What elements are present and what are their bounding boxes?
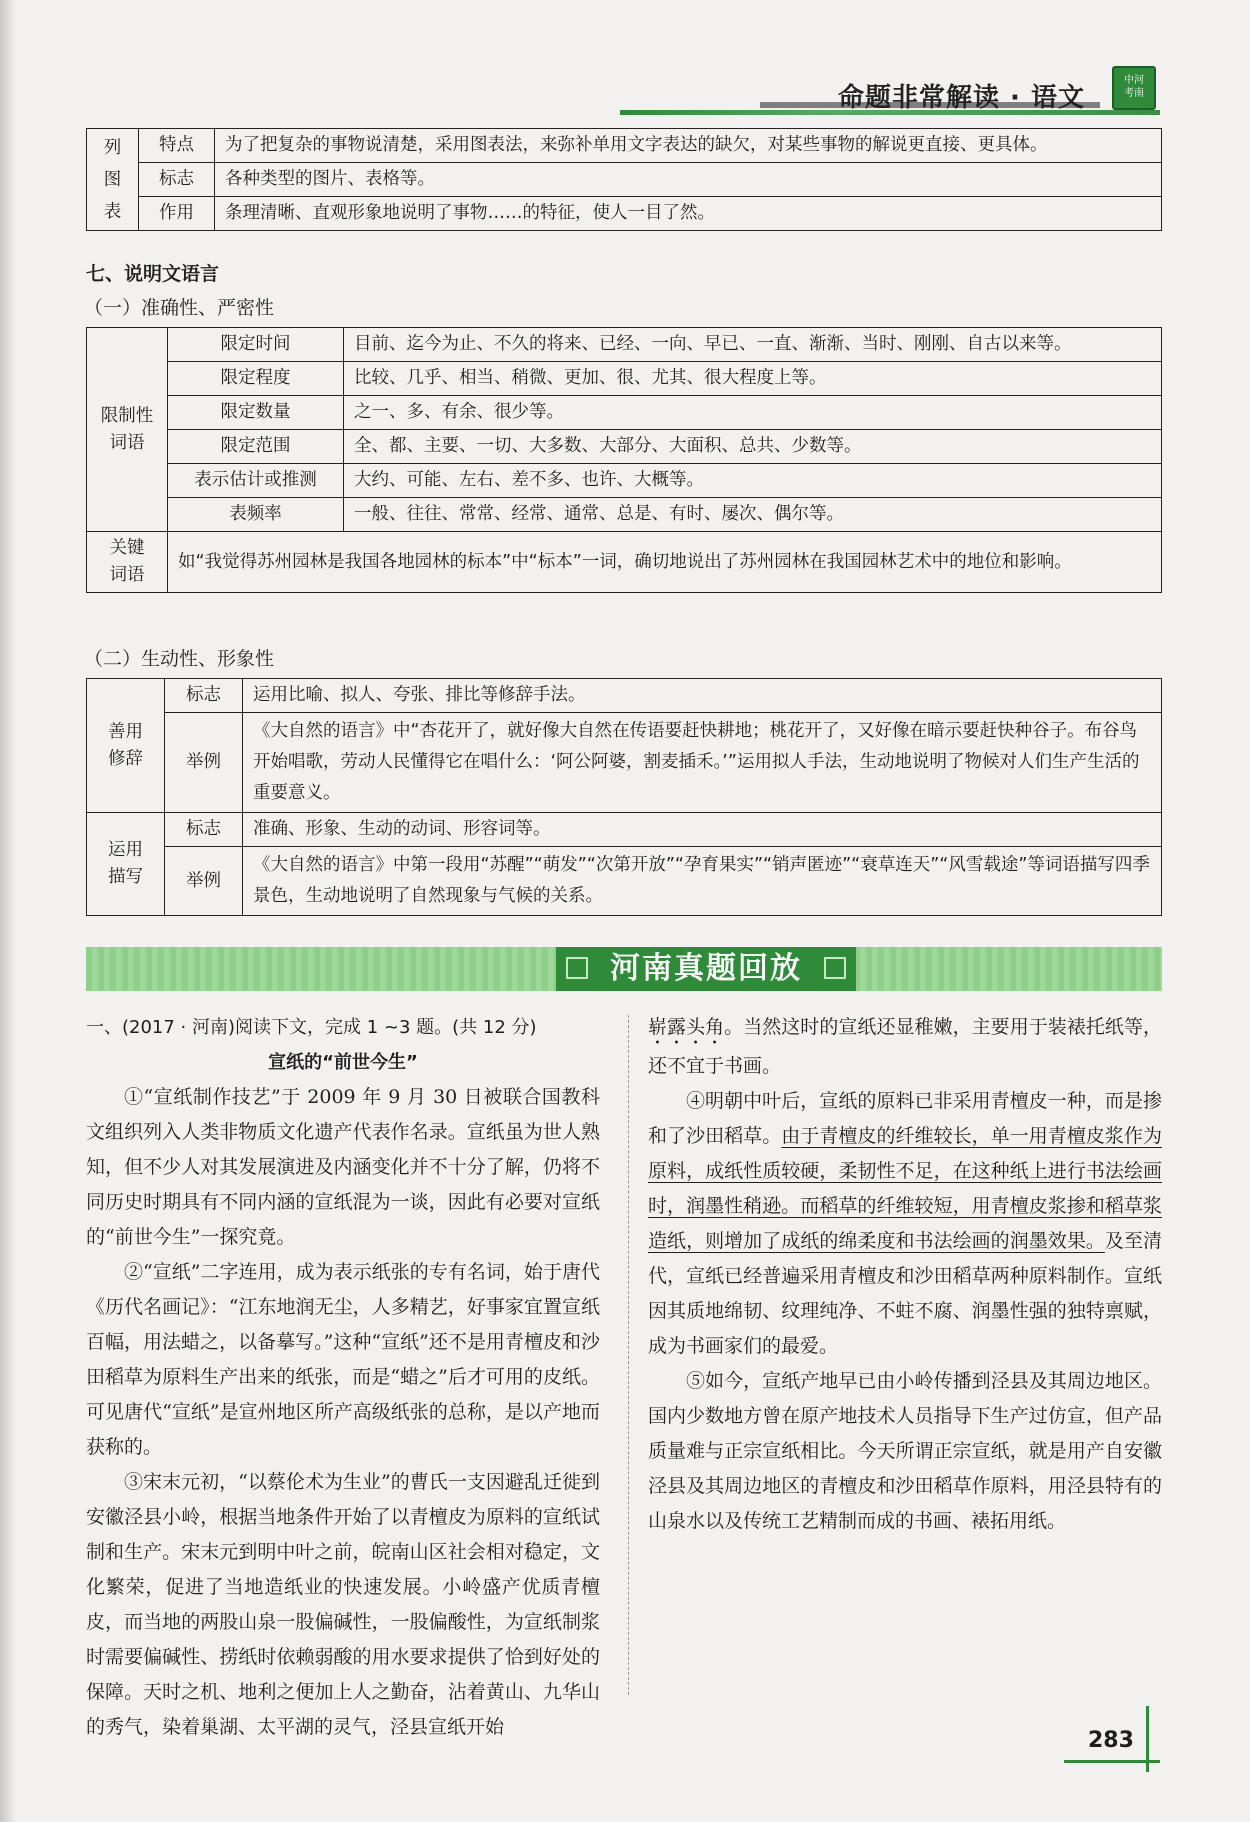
vivid-language-table: [86, 678, 1162, 916]
table1-label: 标志: [139, 163, 215, 197]
table1-value: 条理清晰、直观形象地说明了事物……的特征，使人一目了然。: [215, 197, 1162, 231]
table2-label: 表频率: [168, 498, 344, 532]
table2-value: 之一、多、有余、很少等。: [344, 396, 1162, 430]
table2-group: 限制性词语: [87, 328, 168, 532]
table2-value: 如“我觉得苏州园林是我国各地园林的标本”中“标本”一词，确切地说出了苏州园林在我国园林艺术中的地位和影响。: [168, 532, 1162, 593]
logo-line-2: 考南: [1124, 88, 1144, 99]
page-number: 283: [1088, 1728, 1134, 1753]
paragraph-3: [86, 1465, 600, 1745]
dotted-phrase: 崭露头角: [648, 1016, 725, 1038]
subsection-heading: （一）准确性、严密性: [84, 297, 275, 319]
paragraph-1: ①“宣纸制作技艺”于 2009 年 9 月 30 日被联合国教科文组织列入人类非物质文化遗产代表作名录。宣纸虽为世人熟知，但不少人对其发展演进及内涵变化并不十分了解，仍将不同历史时期具有不同内涵的宣纸混为一谈，因此有必要对宣纸的“前世今生”一探究竟。: [86, 1086, 600, 1248]
paragraph-2: ②“宣纸”二字连用，成为表示纸张的专有名词，始于唐代《历代名画记》：“江东地润无尘，人多精艺，好事家宜置宣纸百幅，用法蜡之，以备摹写。”这种“宣纸”还不是用青檀皮和沙田稻草为原料生产出来的纸张，而是“蜡之”后才可用的皮纸。可见唐代“宣纸”是宣州地区所产高级纸张的总称，是以产地而获称的。: [86, 1261, 600, 1458]
article-column-left: [86, 1010, 600, 1745]
table2-label: 表示估计或推测: [168, 464, 344, 498]
table2-label: 限定范围: [168, 430, 344, 464]
table3-value: 《大自然的语言》中第一段用“苏醒”“萌发”“次第开放”“孕育果实”“销声匿迹”“衰草连天”“风雪载途”等词语描写四季景色，生动地说明了自然现象与气候的关系。: [243, 847, 1162, 916]
chart-table: [86, 128, 1162, 231]
banner-title: 河南真题回放: [556, 947, 856, 991]
paragraph-3-end: 。当然这时的宣纸还显稚嫩，主要用于装裱托纸等，还不宜于书画。: [648, 1016, 1162, 1077]
fret-ornament-icon: [824, 957, 846, 979]
table2-group: 关键词语: [87, 532, 168, 593]
table2-value: 目前、迄今为止、不久的将来、已经、一向、早已、一直、渐渐、当时、刚刚、自古以来等。: [344, 328, 1162, 362]
table1-label: 作用: [139, 197, 215, 231]
article-title: 宣纸的“前世今生”: [268, 1052, 418, 1073]
table1-value: 各种类型的图片、表格等。: [215, 163, 1162, 197]
table2-value: 全、都、主要、一切、大多数、大部分、大面积、总共、少数等。: [344, 430, 1162, 464]
header-title: 命题非常解读 · 语文: [838, 83, 1085, 113]
table3-label: 举例: [165, 713, 243, 813]
article-column-right: [648, 1010, 1162, 1539]
subsection-heading: （二）生动性、形象性: [84, 648, 275, 670]
table2-label: 限定时间: [168, 328, 344, 362]
underlined-sentence-2: 而稻草的纤维较短，用青檀皮浆掺和稻草浆造纸，则增加了成纸的绵柔度和书法绘画的润墨效果。: [648, 1195, 1162, 1252]
paragraph-4-end: 及至清代，宣纸已经普遍采用青檀皮和沙田稻草两种原料制作。宣纸因其质地绵韧、纹理纯净、不蛀不腐、润墨性强的独特禀赋，成为书画家们的最爱。: [648, 1230, 1162, 1357]
page-number-rule: [1064, 1760, 1160, 1763]
table1-category: 列图表: [87, 129, 139, 231]
logo-line-1: 中河: [1124, 75, 1144, 86]
table3-value: 《大自然的语言》中“杏花开了，就好像大自然在传语要赶快耕地；桃花开了，又好像在暗示要赶快种谷子。布谷鸟开始唱歌，劳动人民懂得它在唱什么：‘阿公阿婆，割麦插禾。’”运用拟人手法，生动地说明了物候对人们生产生活的重要意义。: [243, 713, 1162, 813]
table2-value: 比较、几乎、相当、稍微、更加、很、尤其、很大程度上等。: [344, 362, 1162, 396]
table3-value: 运用比喻、拟人、夸张、排比等修辞手法。: [243, 679, 1162, 713]
section-heading: 七、说明文语言: [86, 263, 220, 285]
paragraph-3-text: ③宋末元初，“以蔡伦术为生业”的曹氏一支因避乱迁徙到安徽泾县小岭，根据当地条件开始了以青檀皮为原料的宣纸试制和生产。宋末元到明中叶之前，皖南山区社会相对稳定，文化繁荣，促进了当地造纸业的快速发展。小岭盛产优质青檀皮，而当地的两股山泉一股偏碱性，一股偏酸性，为宣纸制浆时需要偏碱性、捞纸时依赖弱酸的用水要求提供了恰到好处的保障。天时之机、地利之便加上人之勤奋，沾着黄山、九华山的秀气，染着巢湖、太平湖的灵气，泾县宣纸开始: [86, 1471, 600, 1738]
table1-label: 特点: [139, 129, 215, 163]
section-banner: [86, 947, 1162, 991]
table3-group: 善用修辞: [87, 679, 165, 813]
table2-value: 一般、往往、常常、经常、通常、总是、有时、屡次、偶尔等。: [344, 498, 1162, 532]
table3-label: 举例: [165, 847, 243, 916]
paragraph-3-continued: [648, 1010, 1162, 1084]
restrictive-words-table: [86, 327, 1162, 593]
table3-group: 运用描写: [87, 813, 165, 916]
page-edge-shadow: [0, 0, 16, 1822]
table2-label: 限定程度: [168, 362, 344, 396]
question-heading: 一、(2017 · 河南)阅读下文，完成 1 ~3 题。(共 12 分): [86, 1017, 537, 1038]
underlined-sentence-1: 由于青檀皮的纤维较长，单一用青檀皮浆作为原料，成纸性质较硬，柔韧性不足，在这种纸上进行书法绘画时，润墨性稍逊。: [648, 1125, 1162, 1217]
paragraph-4: [648, 1084, 1162, 1364]
brand-logo-icon: [1112, 66, 1156, 110]
table2-value: 大约、可能、左右、差不多、也许、大概等。: [344, 464, 1162, 498]
fret-ornament-icon: [566, 957, 588, 979]
paragraph-4-start: ④明朝中叶后，宣纸的原料已非采用青檀皮一种，而是掺和了沙田稻草。: [648, 1090, 1162, 1147]
paragraph-5: ⑤如今，宣纸产地早已由小岭传播到泾县及其周边地区。国内少数地方曾在原产地技术人员指导下生产过仿宣，但产品质量难与正宗宣纸相比。今天所谓正宗宣纸，就是用产自安徽泾县及其周边地区的青檀皮和沙田稻草作原料，用泾县特有的山泉水以及传统工艺精制而成的书画、裱拓用纸。: [648, 1370, 1162, 1532]
table3-label: 标志: [165, 813, 243, 847]
table2-label: 限定数量: [168, 396, 344, 430]
table1-value: 为了把复杂的事物说清楚，采用图表法，来弥补单用文字表达的缺欠，对某些事物的解说更直接、更具体。: [215, 129, 1162, 163]
table3-value: 准确、形象、生动的动词、形容词等。: [243, 813, 1162, 847]
column-divider: [628, 1015, 629, 1695]
table3-label: 标志: [165, 679, 243, 713]
